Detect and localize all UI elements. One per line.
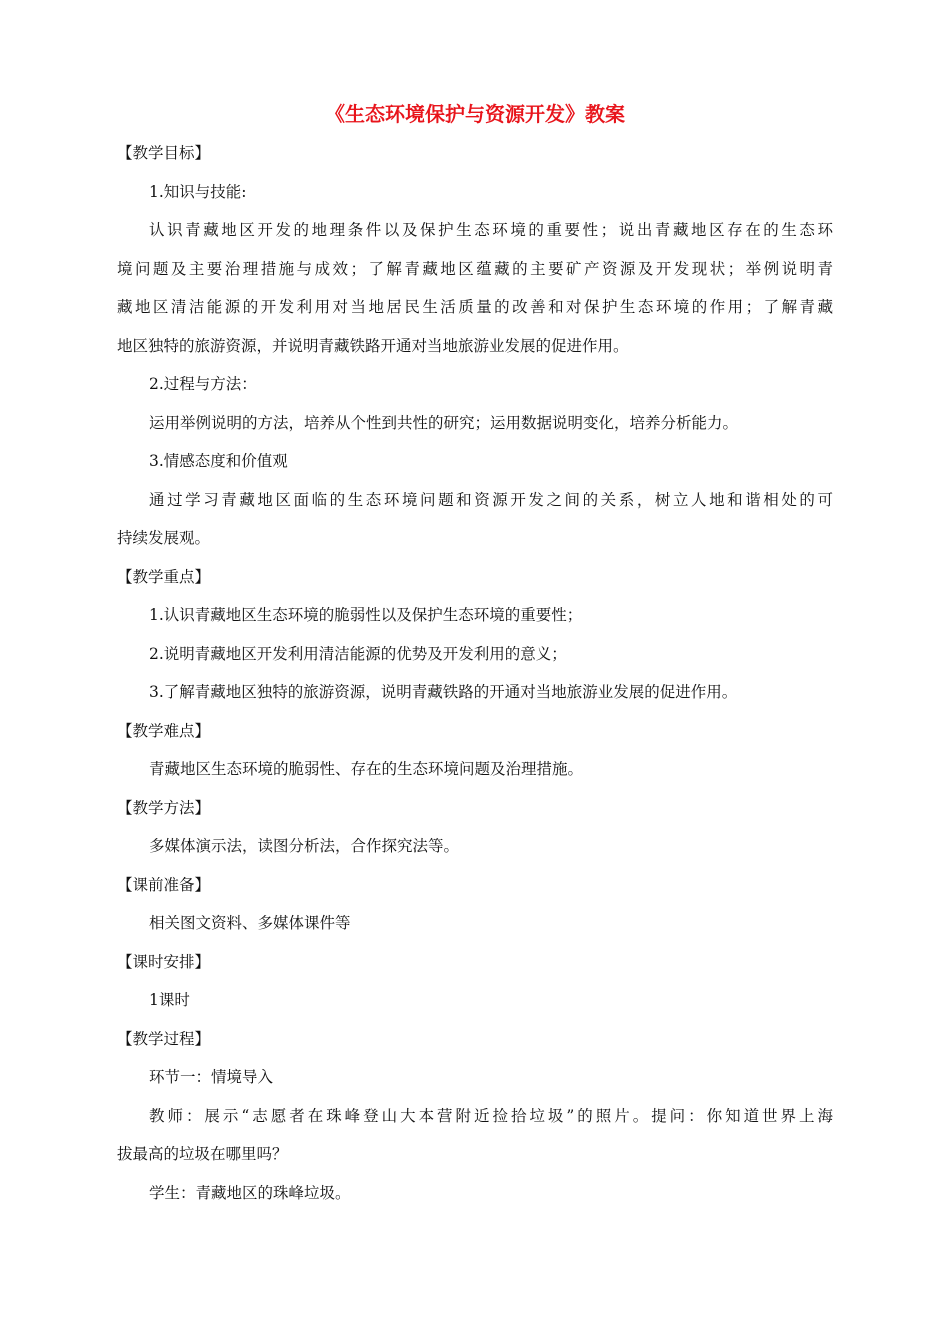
section-heading-key-points: 【教学重点】 bbox=[117, 567, 211, 586]
key-point-item: 1.认识青藏地区生态环境的脆弱性以及保护生态环境的重要性； bbox=[149, 606, 583, 624]
section-heading-schedule: 【课时安排】 bbox=[117, 952, 211, 971]
section-heading-process: 【教学过程】 bbox=[117, 1029, 211, 1048]
objective-attitude-label: 3.情感态度和价值观 bbox=[149, 452, 288, 470]
student-dialogue: 学生：青藏地区的珠峰垃圾。 bbox=[149, 1183, 351, 1202]
objective-process-label: 2.过程与方法： bbox=[149, 375, 257, 393]
schedule-text: 1课时 bbox=[149, 991, 190, 1009]
document-title: 《生态环境保护与资源开发》教案 bbox=[325, 102, 625, 126]
process-step-label: 环节一：情境导入 bbox=[149, 1068, 274, 1086]
text-line: 通过学习青藏地区面临的生态环境问题和资源开发之间的关系，树立人地和谐相处的可 bbox=[149, 490, 833, 509]
objective-knowledge-label: 1.知识与技能: bbox=[149, 182, 247, 201]
methods-text: 多媒体演示法，读图分析法，合作探究法等。 bbox=[149, 837, 460, 855]
preparation-text: 相关图文资料、多媒体课件等 bbox=[149, 914, 351, 932]
text-line: 持续发展观。 bbox=[117, 529, 211, 547]
section-heading-preparation: 【课前准备】 bbox=[117, 875, 211, 894]
text-line: 认识青藏地区开发的地理条件以及保护生态环境的重要性；说出青藏地区存在的生态环 bbox=[149, 221, 833, 239]
objective-knowledge-text bbox=[117, 211, 833, 365]
teacher-dialogue bbox=[117, 1097, 833, 1174]
section-heading-objectives: 【教学目标】 bbox=[117, 144, 211, 162]
text-line: 境问题及主要治理措施与成效；了解青藏地区蕴藏的主要矿产资源及开发现状；举例说明青 bbox=[117, 259, 833, 278]
key-point-item: 3.了解青藏地区独特的旅游资源，说明青藏铁路的开通对当地旅游业发展的促进作用。 bbox=[149, 683, 738, 701]
section-heading-methods: 【教学方法】 bbox=[117, 798, 211, 817]
text-line: 教师：展示“志愿者在珠峰登山大本营附近捡拾垃圾”的照片。提问：你知道世界上海 bbox=[149, 1106, 833, 1125]
difficulties-text: 青藏地区生态环境的脆弱性、存在的生态环境问题及治理措施。 bbox=[149, 760, 584, 778]
objective-attitude-text bbox=[117, 481, 833, 558]
text-line: 地区独特的旅游资源，并说明青藏铁路开通对当地旅游业发展的促进作用。 bbox=[117, 336, 629, 355]
objective-process-text: 运用举例说明的方法，培养从个性到共性的研究；运用数据说明变化，培养分析能力。 bbox=[149, 413, 739, 432]
section-heading-difficulties: 【教学难点】 bbox=[117, 721, 211, 740]
text-line: 藏地区清洁能源的开发利用对当地居民生活质量的改善和对保护生态环境的作用；了解青藏 bbox=[117, 298, 833, 316]
text-line: 拔最高的垃圾在哪里吗？ bbox=[117, 1145, 288, 1163]
key-point-item: 2.说明青藏地区开发利用清洁能源的优势及开发利用的意义； bbox=[149, 644, 567, 663]
document-page bbox=[117, 96, 833, 1212]
